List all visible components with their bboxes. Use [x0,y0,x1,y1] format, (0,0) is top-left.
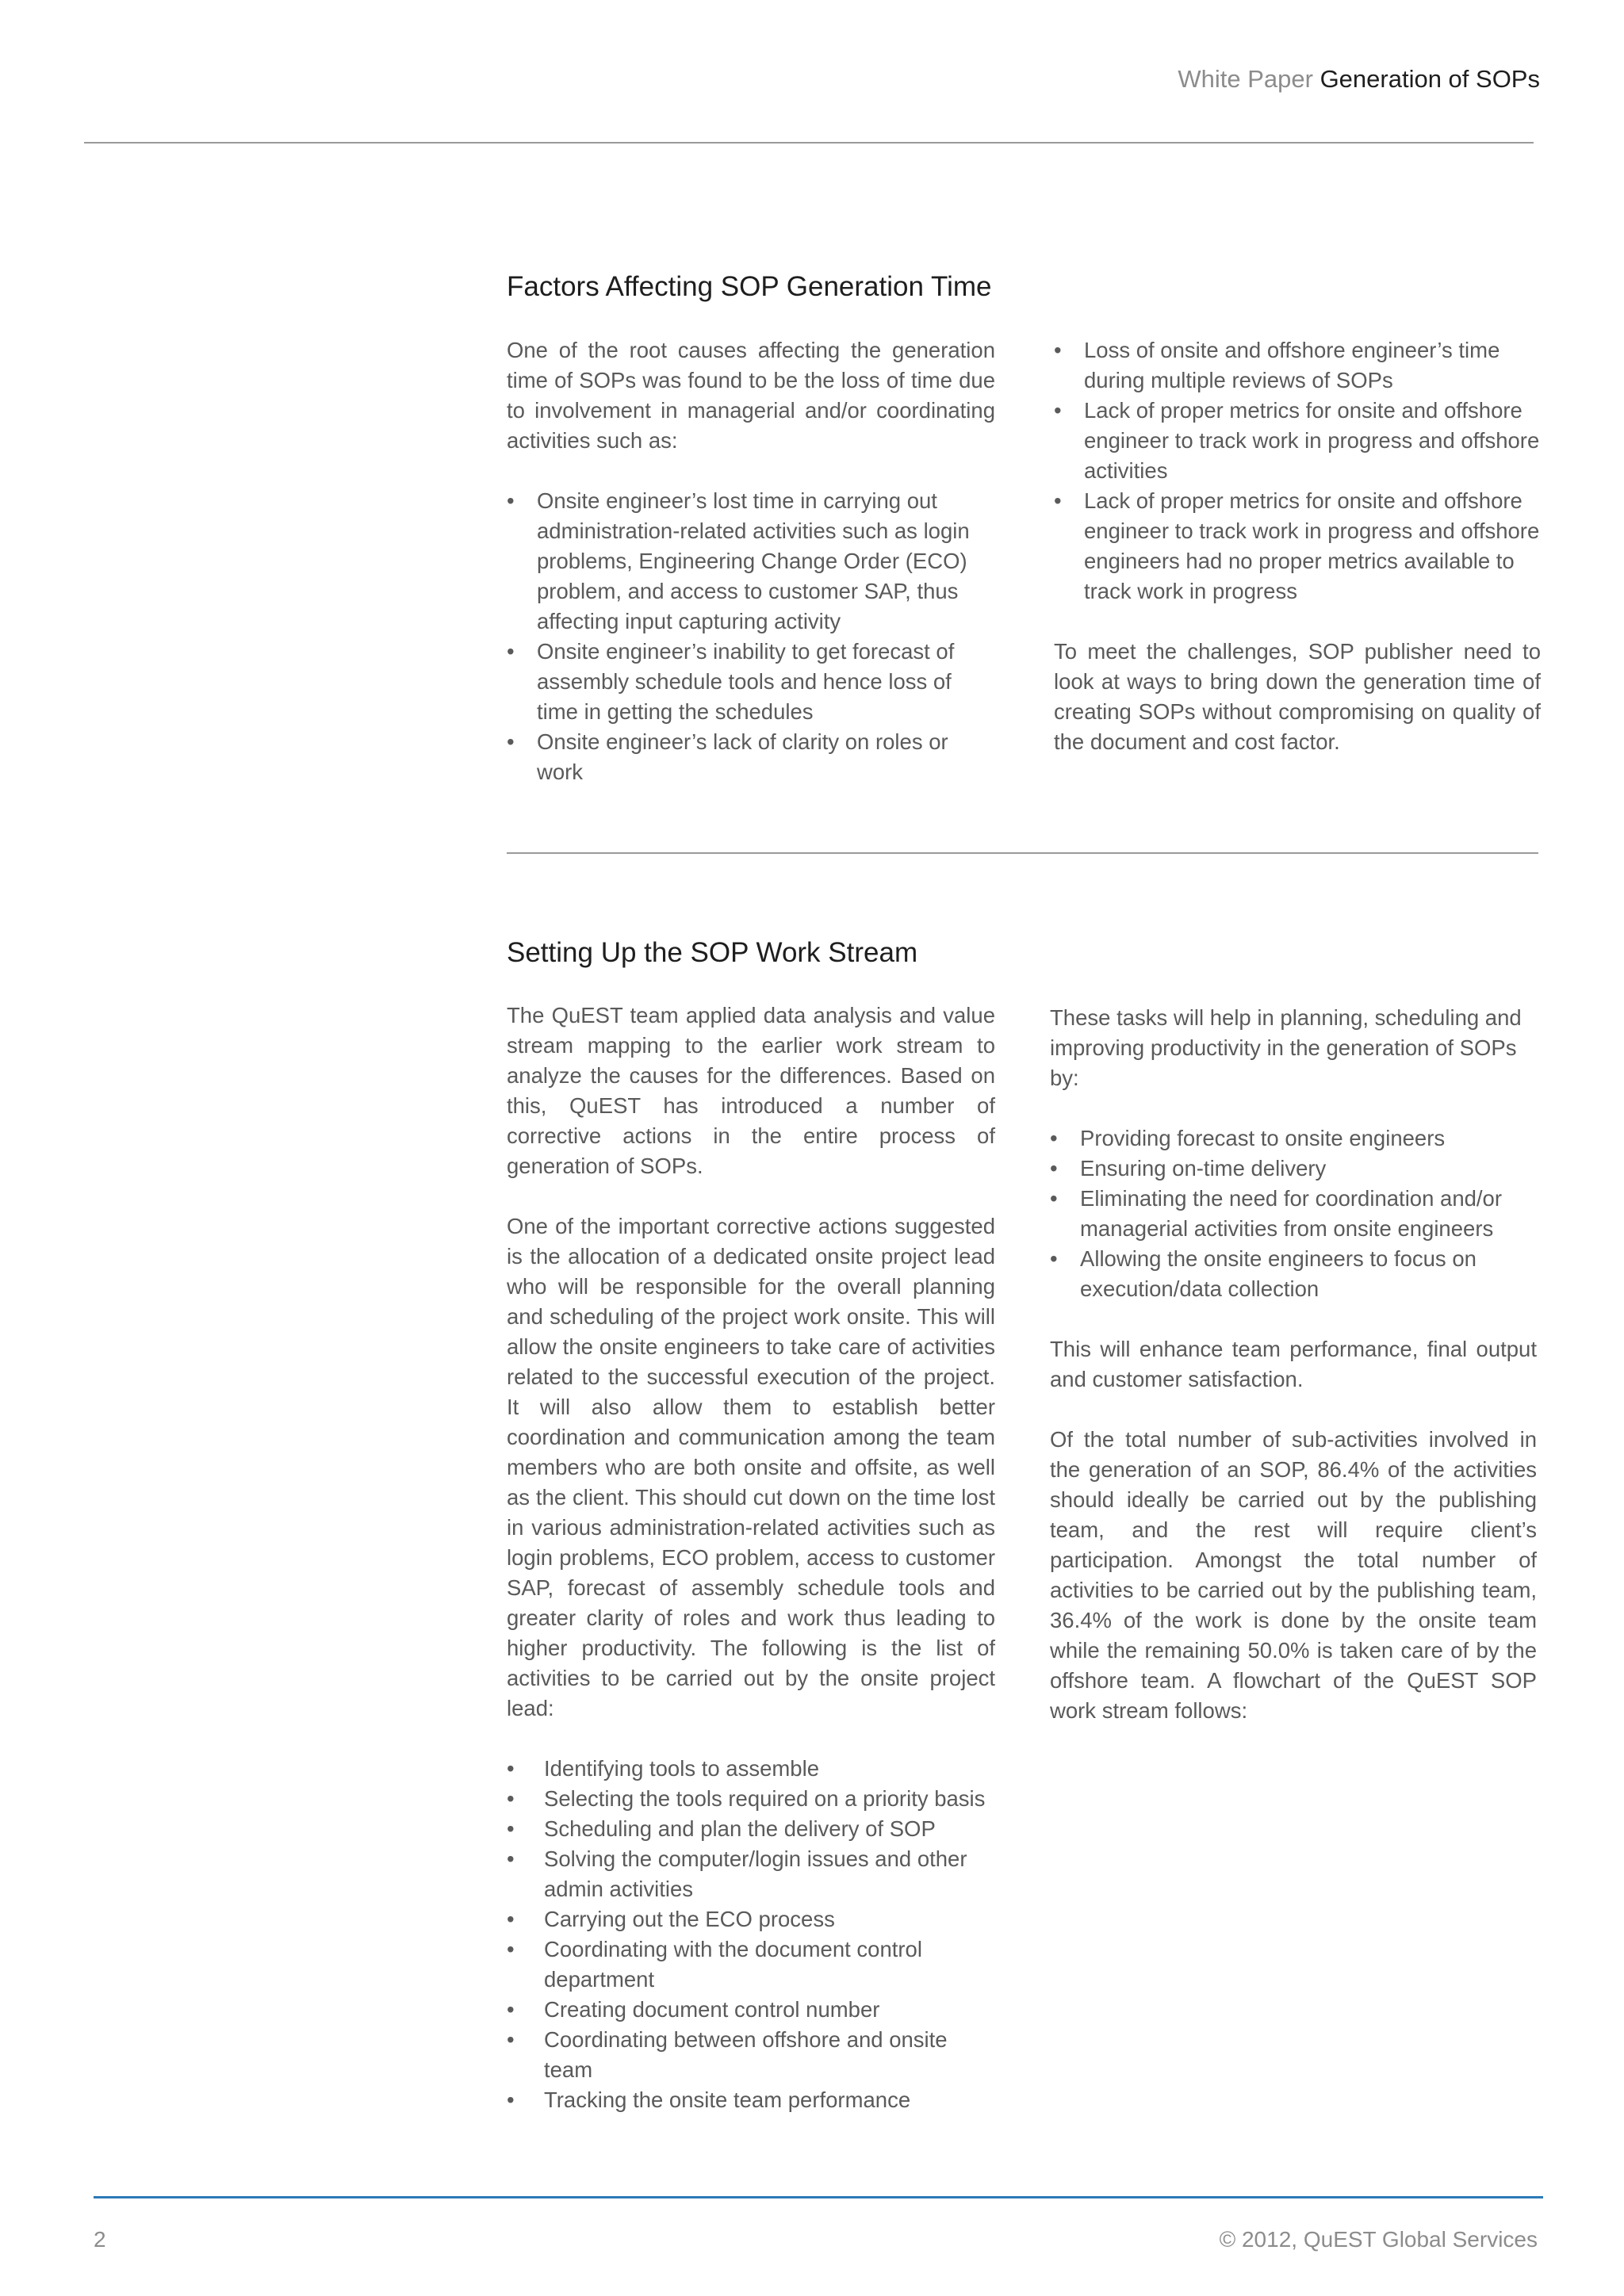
header-prefix: White Paper [1178,65,1313,93]
list-item: • Lack of proper metrics for onsite and offshore engineer to track work in progress and offshore activities [1054,396,1541,486]
list-item: • Allowing the onsite engineers to focus on execution/data collection [1050,1244,1537,1304]
list-item: • Loss of onsite and offshore engineer’s time during multiple reviews of SOPs [1054,335,1541,396]
section2-right-intro: These tasks will help in planning, scheduling and improving productivity in the generation of SOPs by: [1050,1005,1522,1090]
lead-activities-list [507,1754,995,2115]
section1-intro: One of the root causes affecting the generation time of SOPs was found to be the loss of time due to involvement in managerial and/or coordinating activities such as: [507,338,995,453]
list-item: • Selecting the tools required on a priority basis [507,1784,995,1814]
section1-left-column [507,335,995,817]
page-number: 2 [94,2227,106,2252]
copyright: © 2012, QuEST Global Services [1219,2227,1538,2252]
list-item: • Onsite engineer’s lack of clarity on roles or work [507,727,995,787]
header-title: Generation of SOPs [1320,65,1540,93]
list-item: • Carrying out the ECO process [507,1904,995,1934]
list-item: • Providing forecast to onsite engineers [1050,1123,1537,1154]
section-title-factors: Factors Affecting SOP Generation Time [507,271,992,302]
list-item: • Identifying tools to assemble [507,1754,995,1784]
section2-left-column [507,1001,995,2145]
section1-conclusion: To meet the challenges, SOP publisher need to look at ways to bring down the generation time of creating SOPs without compromising on quality of the document and cost factor. [1054,639,1541,754]
list-item: • Onsite engineer’s lost time in carrying out administration-related activities such as login problems, Engineering Change Order (ECO) problem, and access to customer SAP, thus affecting input capturing activity [507,486,995,637]
list-item: • Lack of proper metrics for onsite and offshore engineer to track work in progress and offshore engineers had no proper metrics available to track work in progress [1054,486,1541,607]
list-item: • Coordinating with the document control department [507,1934,995,1995]
list-item: • Scheduling and plan the delivery of SOP [507,1814,995,1844]
section2-para1: The QuEST team applied data analysis and value stream mapping to the earlier work stream to analyze the causes for the differences. Based on this, QuEST has introduced a number of corrective actions in the entire process of generation of SOPs. [507,1003,995,1178]
section2-right-para2: This will enhance team performance, final output and customer satisfaction. [1050,1337,1537,1391]
section-title-work-stream: Setting Up the SOP Work Stream [507,937,918,968]
page-header [1178,63,1540,95]
list-item: • Onsite engineer’s inability to get forecast of assembly schedule tools and hence loss of time in getting the schedules [507,637,995,727]
list-item: • Creating document control number [507,1995,995,2025]
section-divider [507,852,1538,854]
list-item: • Coordinating between offshore and onsite team [507,2025,995,2085]
list-item: • Eliminating the need for coordination and/or managerial activities from onsite engineers [1050,1184,1537,1244]
section1-right-column [1054,335,1541,787]
footer-divider [94,2196,1543,2198]
list-item: • Ensuring on-time delivery [1050,1154,1537,1184]
section2-right-para3: Of the total number of sub-activities involved in the generation of an SOP, 86.4% of the activities should ideally be carried out by the publishing team, and the rest will require client’s participation. Amongst the total number of activities to be carried out by the publishing team, 36.4% of the work is done by the onsite team while the remaining 50.0% is taken care of by the offshore team. A flowchart of the QuEST SOP work stream follows: [1050,1427,1537,1723]
list-item: • Tracking the onsite team performance [507,2085,995,2115]
header-divider [84,142,1534,144]
list-item: • Solving the computer/login issues and other admin activities [507,1844,995,1904]
benefits-list [1050,1123,1537,1304]
section2-para2: One of the important corrective actions suggested is the allocation of a dedicated onsite project lead who will be responsible for the overall planning and scheduling of the project work onsite. This will allow the onsite engineers to take care of activities related to the successful execution of the project. It will also allow them to establish better coordination and communication among the team members who are both onsite and offsite, as well as the client. This should cut down on the time lost in various administration-related activities such as login problems, ECO problem, access to customer SAP, forecast of assembly schedule tools and greater clarity of roles and work thus leading to higher productivity. The following is the list of activities to be carried out by the onsite project lead: [507,1214,995,1720]
section2-right-column [1050,1003,1537,1756]
section1-bullets-right [1054,335,1541,607]
section1-bullets-left [507,486,995,787]
